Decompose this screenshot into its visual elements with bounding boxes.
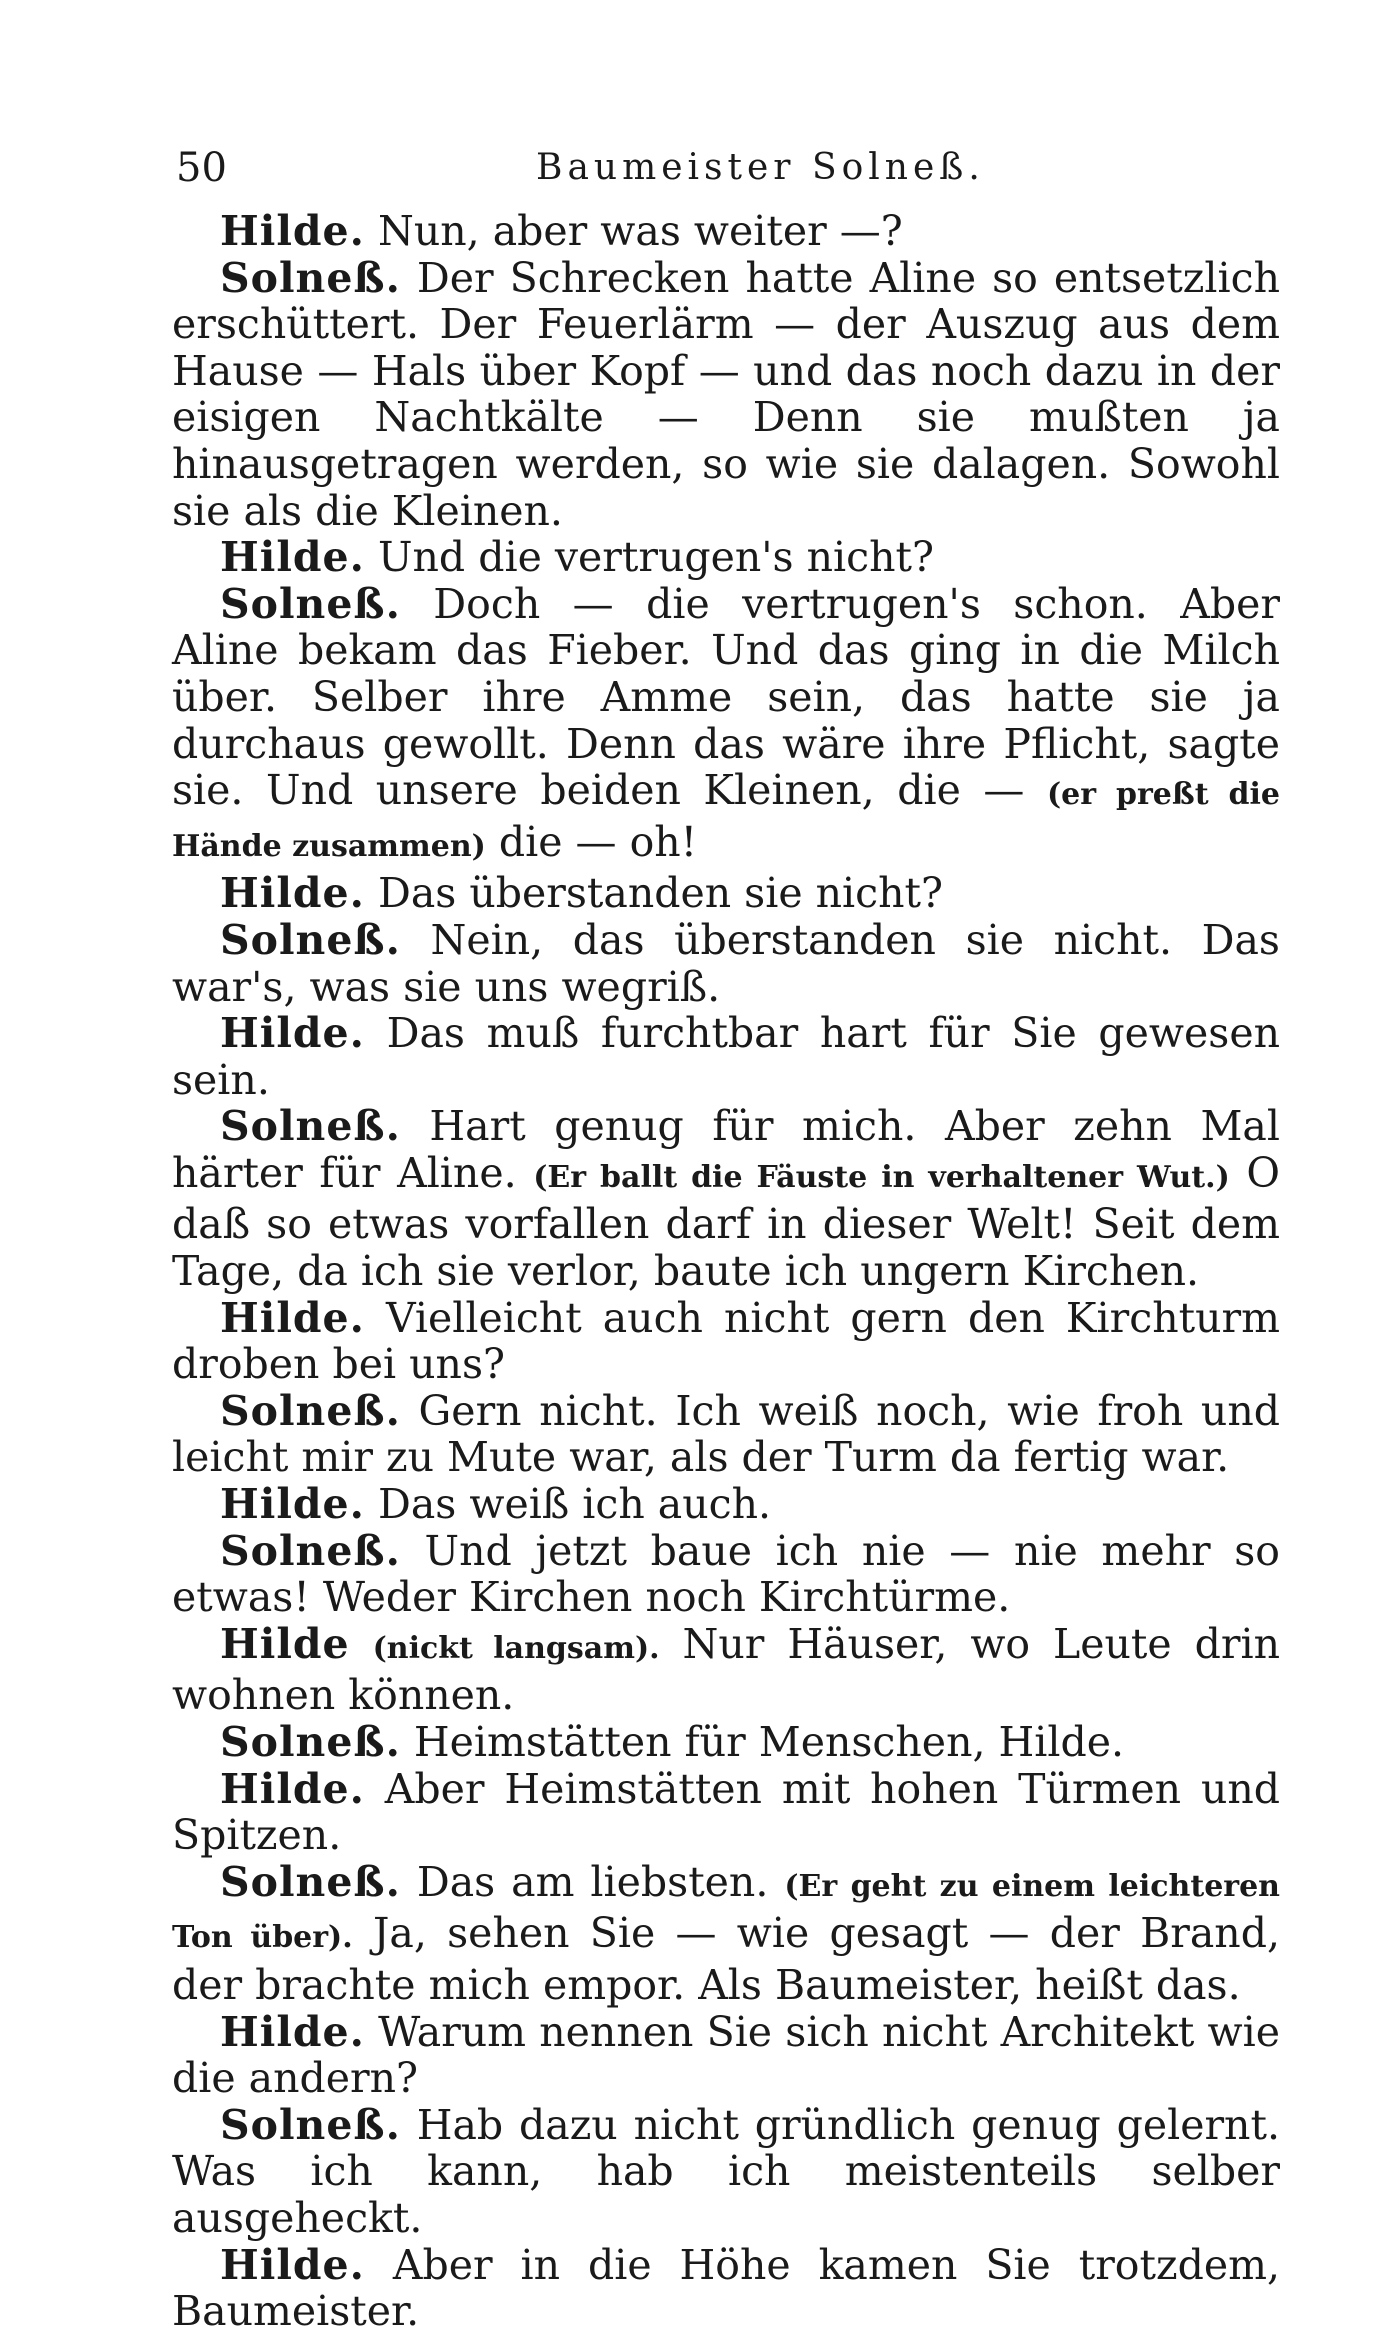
speech-line xyxy=(172,208,1280,255)
running-head: Baumeister Solneß. xyxy=(536,147,985,188)
speech-text: Nun, aber was weiter —? xyxy=(377,207,903,255)
speech-text: Hart genug für mich. Aber zehn Mal härter für Aline. xyxy=(172,1102,1280,1197)
dialogue-body xyxy=(172,208,1280,2335)
speaker-name: Hilde. xyxy=(220,533,365,582)
page-header xyxy=(176,138,1276,198)
speaker-name: Hilde. xyxy=(220,207,365,255)
speech-line xyxy=(172,1388,1280,1481)
speech-line xyxy=(172,2102,1280,2242)
speech-line xyxy=(172,1481,1280,1528)
speaker-name: Hilde. xyxy=(220,1009,365,1058)
speech-line xyxy=(172,1621,1280,1719)
speaker-name: Solneß. xyxy=(220,1718,401,1766)
speech-line xyxy=(172,1719,1280,1766)
speech-line xyxy=(172,1295,1280,1388)
speech-text: Aber Heimstätten mit hohen Türmen und Spitzen. xyxy=(172,1764,1280,1860)
speech-text: Das muß furchtbar hart für Sie gewesen sein. xyxy=(172,1009,1280,1104)
speech-line xyxy=(172,1103,1280,1294)
speaker-name: Solneß. xyxy=(220,253,401,302)
page-number: 50 xyxy=(176,145,227,191)
speech-line xyxy=(172,1528,1280,1621)
stage-direction: (nickt langsam). xyxy=(372,1630,660,1666)
speech-line xyxy=(172,2009,1280,2102)
speaker-name: Hilde. xyxy=(220,1293,365,1342)
speech-text: Warum nennen Sie sich nicht Architekt wie die andern? xyxy=(172,2007,1280,2103)
speaker-name: Hilde. xyxy=(220,2240,365,2289)
speech-text: Nein, das überstanden sie nicht. Das war's, was sie uns wegriß. xyxy=(172,915,1280,1011)
speaker-name: Hilde. xyxy=(220,2007,365,2056)
speaker-name: Hilde. xyxy=(220,1764,365,1813)
speaker-name: Solneß. xyxy=(220,579,401,628)
speech-line xyxy=(172,1859,1280,2009)
speech-line xyxy=(172,255,1280,535)
stage-direction: (Er ballt die Fäuste in verhaltener Wut.) xyxy=(533,1159,1230,1195)
speech-line xyxy=(172,534,1280,581)
stage-direction: (er preßt die Hände zusammen) xyxy=(172,777,1280,864)
speech-text-continued: Ja, sehen Sie — wie gesagt — der Brand, der brachte mich empor. Als Baumeister, heißt das. xyxy=(172,1909,1280,2009)
speech-text: Das überstanden sie nicht? xyxy=(377,869,943,918)
speech-line xyxy=(172,1010,1280,1103)
speaker-name: Solneß. xyxy=(220,1526,401,1575)
speech-line xyxy=(172,581,1280,871)
speech-text: Doch — die vertrugen's schon. Aber Aline bekam das Fieber. Und das ging in die Milch über. Selber ihre Amme sein, das hatte sie ja durchaus gewollt. Denn das wäre ihre Pflicht, sagte sie. Und unsere beiden Kleinen, die — xyxy=(172,579,1280,815)
speaker-name: Hilde. xyxy=(220,1480,365,1529)
speaker-name: Hilde. xyxy=(220,869,365,918)
speaker-name: Solneß. xyxy=(220,1857,401,1906)
stage-direction: (Er geht zu einem leichteren Ton über). xyxy=(172,1868,1280,1956)
speech-line xyxy=(172,917,1280,1010)
speech-text: Gern nicht. Ich weiß noch, wie froh und leicht mir zu Mute war, als der Turm da fertig war. xyxy=(172,1386,1280,1482)
speech-text-continued: O daß so etwas vorfallen darf in dieser Welt! Seit dem Tage, da ich sie verlor, baute ich ungern Kirchen. xyxy=(172,1148,1280,1296)
speech-text-continued: die — oh! xyxy=(498,817,698,866)
speech-text: Vielleicht auch nicht gern den Kirchturm droben bei uns? xyxy=(172,1293,1280,1389)
speech-line xyxy=(172,1766,1280,1859)
speech-text: Das am liebsten. xyxy=(416,1857,769,1906)
speech-text: Aber in die Höhe kamen Sie trotzdem, Baumeister. xyxy=(172,2240,1280,2335)
speech-text: Das weiß ich auch. xyxy=(377,1480,772,1529)
speech-line xyxy=(172,2242,1280,2335)
speech-text: Hab dazu nicht gründlich genug gelernt. Was ich kann, hab ich meistenteils selber ausgeheckt. xyxy=(172,2100,1280,2242)
speaker-name: Solneß. xyxy=(220,915,401,964)
speech-text: Der Schrecken hatte Aline so entsetzlich erschüttert. Der Feuerlärm — der Auszug aus dem Hause — Hals über Kopf — und das noch dazu in der eisigen Nachtkälte — Denn sie mußten ja hinausgetragen werden, so wie sie dalagen. Sowohl sie als die Kleinen. xyxy=(172,253,1280,535)
speech-text: Nur Häuser, wo Leute drin wohnen können. xyxy=(172,1619,1280,1720)
speech-text: Heimstätten für Menschen, Hilde. xyxy=(413,1718,1125,1766)
speaker-name: Solneß. xyxy=(220,2100,401,2149)
speech-text: Und jetzt baue ich nie — nie mehr so etwas! Weder Kirchen noch Kirchtürme. xyxy=(172,1526,1280,1622)
speech-text: Und die vertrugen's nicht? xyxy=(377,533,934,582)
speaker-name: Solneß. xyxy=(220,1386,401,1435)
speaker-name: Solneß. xyxy=(220,1102,401,1151)
speaker-name: Hilde xyxy=(220,1619,350,1668)
speech-line xyxy=(172,870,1280,917)
